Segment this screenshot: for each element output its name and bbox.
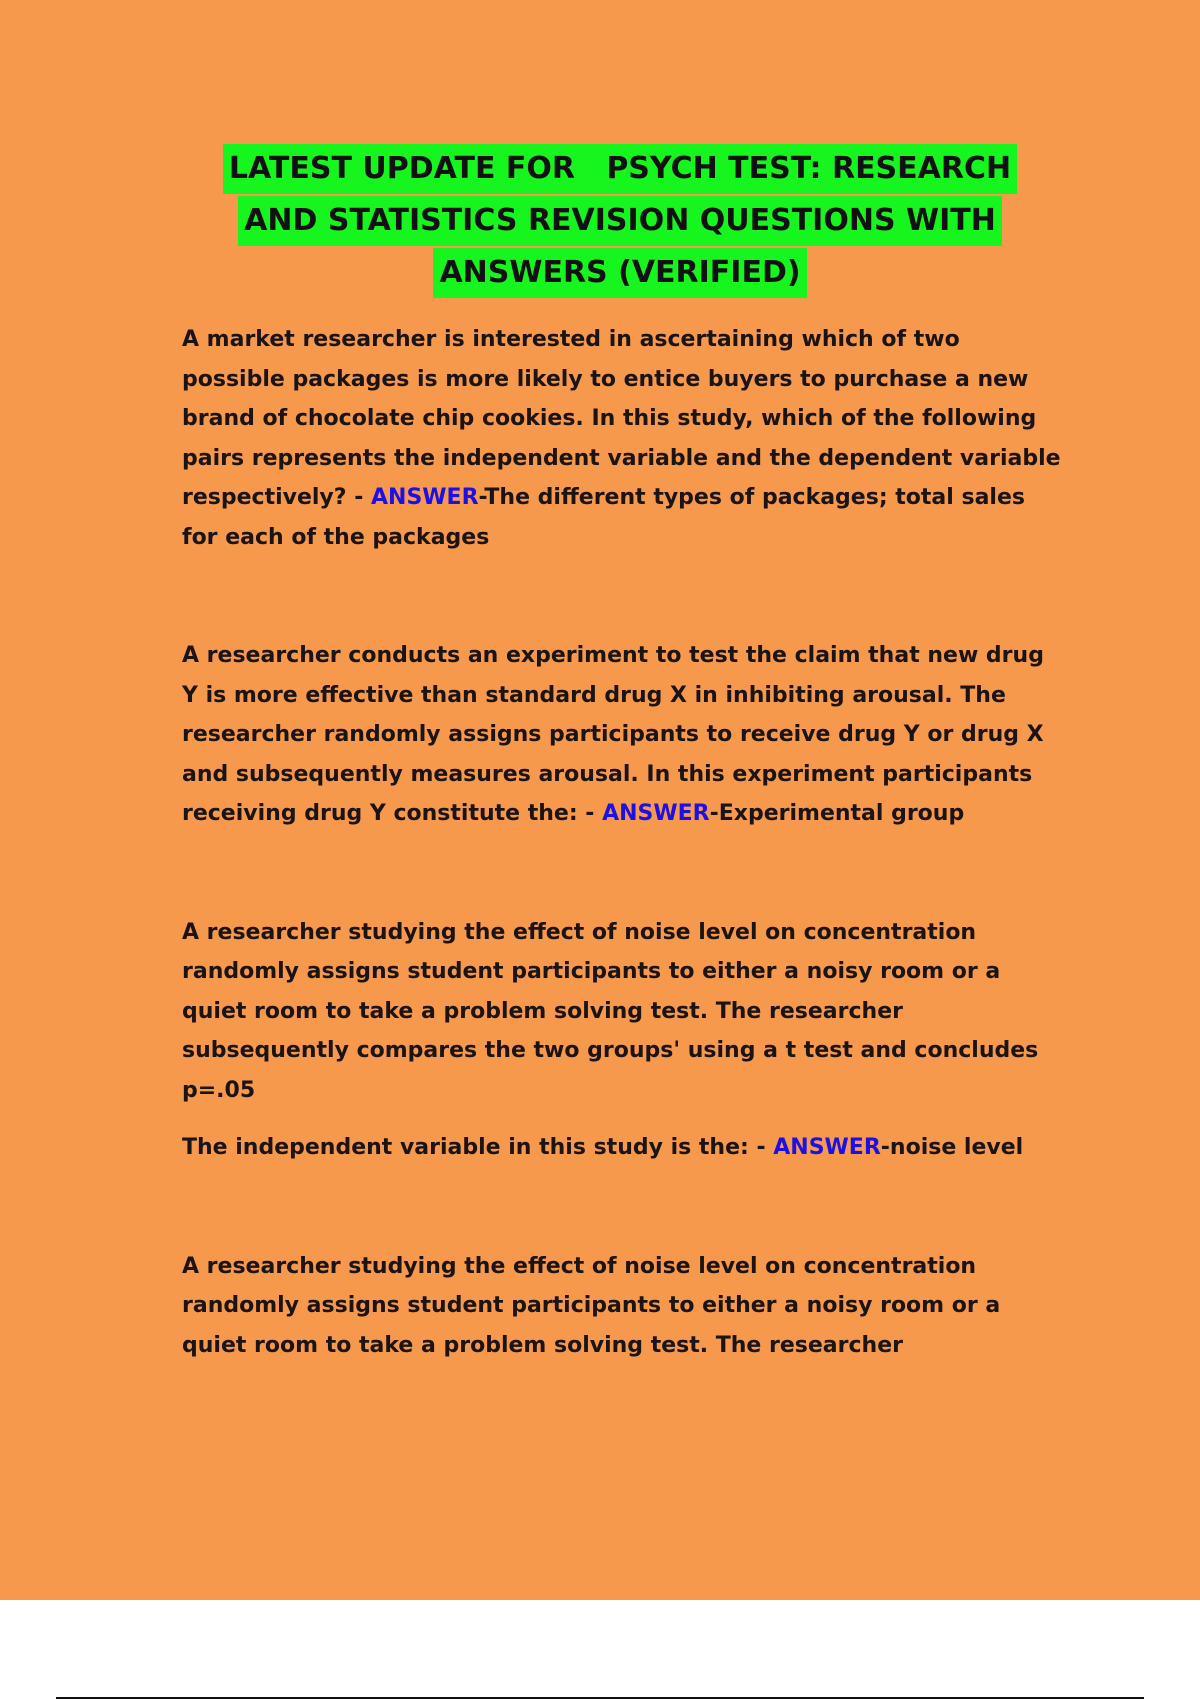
qa-item-2	[182, 636, 1062, 834]
footer-divider	[56, 1697, 1144, 1699]
answer-label: ANSWER	[602, 801, 710, 826]
spacer	[182, 834, 1062, 913]
qa-item-3-followup	[182, 1128, 1062, 1168]
question-text: A researcher studying the effect of noise level on concentration randomly assigns student participants to either a noisy room or a quiet room to take a problem solving test. The researcher	[182, 1253, 1001, 1358]
question-text: A market researcher is interested in ascertaining which of two possible packages is more likely to entice buyers to purchase a new brand of chocolate chip cookies. In this study, which of the following pairs represents the independent variable and the dependent variable respectively? -	[182, 327, 1061, 510]
answer-text: -noise level	[880, 1135, 1024, 1160]
qa-item-3	[182, 913, 1062, 1111]
title-line-3: ANSWERS (VERIFIED)	[433, 248, 806, 298]
title-line-2: AND STATISTICS REVISION QUESTIONS WITH	[238, 196, 1002, 246]
document-title	[140, 144, 1100, 300]
question-followup-text: The independent variable in this study is the: -	[182, 1135, 774, 1160]
title-line-1: LATEST UPDATE FOR PSYCH TEST: RESEARCH	[223, 144, 1017, 194]
qa-item-4	[182, 1247, 1062, 1366]
question-text: A researcher studying the effect of noise level on concentration randomly assigns student participants to either a noisy room or a quiet room to take a problem solving test. The researcher subsequently compares the two groups' using a t test and concludes p=.05	[182, 919, 1039, 1103]
answer-text: -Experimental group	[709, 801, 965, 826]
qa-list	[182, 320, 1062, 1365]
answer-label: ANSWER	[773, 1135, 881, 1160]
spacer	[182, 1110, 1062, 1128]
question-text: A researcher conducts an experiment to test the claim that new drug Y is more effective than standard drug X in inhibiting arousal. The researcher randomly assigns participants to receive drug Y or drug X and subsequently measures arousal. In this experiment participants receiving drug Y constitute the: -	[182, 643, 1044, 826]
answer-label: ANSWER	[371, 485, 479, 510]
qa-item-1	[182, 320, 1062, 557]
answer-text: -The different types of packages; total sales for each of the packages	[182, 485, 1025, 550]
spacer	[182, 1168, 1062, 1247]
spacer	[182, 557, 1062, 636]
